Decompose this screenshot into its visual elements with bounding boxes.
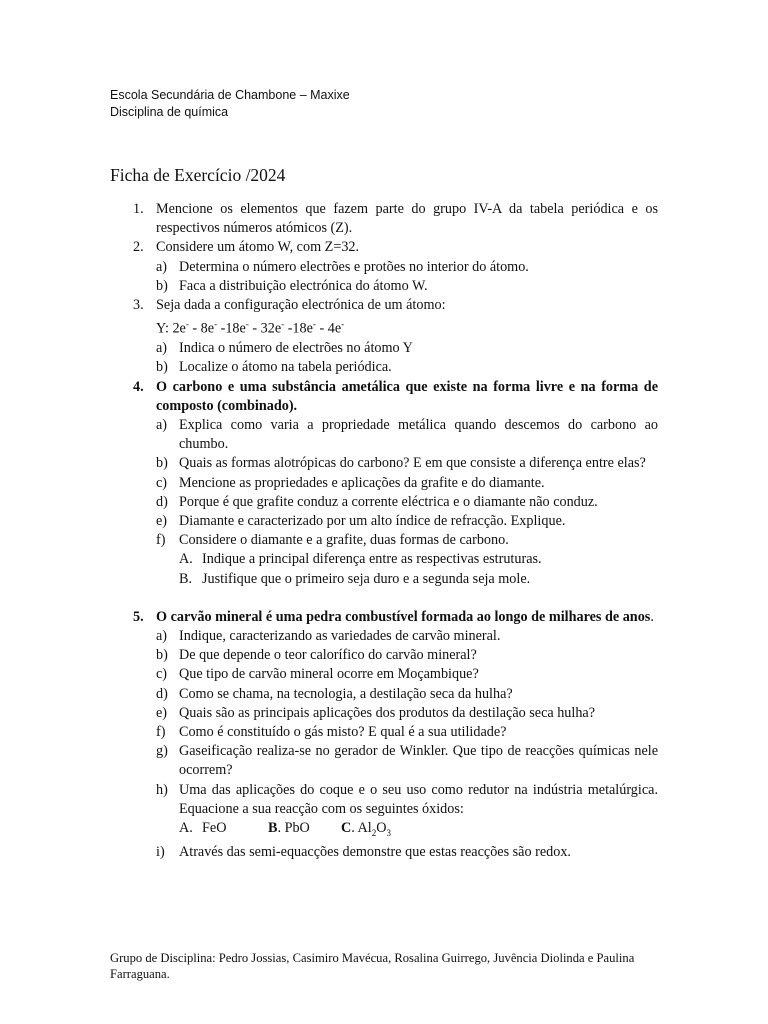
question-4d [110,493,658,512]
subquestion-label: i) [156,844,165,861]
question-4f-B [110,570,658,589]
footer-authors: Grupo de Disciplina: Pedro Jossias, Casimiro Mavécua, Rosalina Guirrego, Juvência Diolinda e Paulina Farraguana. [110,951,635,981]
subquestion-label: b) [156,359,168,376]
oxide-feo: FeO [202,820,227,837]
exercise-list [110,200,658,862]
question-4a [110,416,658,454]
oxide-label-a: A. [179,820,193,837]
question-2b [110,277,658,296]
question-5c [110,665,658,684]
subquestion-label: b) [156,277,168,294]
subquestion-label: a) [156,628,168,644]
spacer [110,589,658,608]
question-4f [110,531,658,550]
subquestion-text: Justifique que o primeiro seja duro e a segunda seja mole. [202,570,531,587]
subquestion-label: a) [156,340,168,357]
subquestion-label: c) [156,666,168,683]
subquestion-text: Indica o número de electrões no átomo Y [179,340,413,357]
subquestion-text: Como é constituído o gás misto? E qual é a sua utilidade? [179,724,507,741]
subquestion-label: a) [156,416,168,433]
question-3b [110,358,658,377]
subquestion-text: Como se chama, na tecnologia, a destilação seca da hulha? [179,685,513,702]
question-2 [110,238,658,257]
question-text: Considere um átomo W, com Z=32. [156,239,360,256]
subquestion-label: B. [179,570,193,587]
question-5i [110,843,658,862]
school-name: Escola Secundária de Chambone – Maxixe [110,88,350,102]
subquestion-text: Localize o átomo na tabela periódica. [179,359,392,376]
question-3 [110,296,658,315]
question-5b [110,646,658,665]
subquestion-text: Explica como varia a propriedade metálica quando descemos do carbono ao chumbo. [179,416,658,453]
subquestion-text: Quais as formas alotrópicas do carbono? E em que consiste a diferença entre elas? [179,455,646,472]
subquestion-label: a) [156,258,168,275]
oxides-list [110,819,658,843]
question-text: O carvão mineral é uma pedra combustível formada ao longo de milhares de anos [156,608,651,625]
subquestion-label: A. [179,551,193,568]
subquestion-text: Que tipo de carvão mineral ocorre em Moçambique? [179,666,479,683]
oxide-al2o3: C. $Al_2O_3$ [341,820,391,838]
subquestion-label: e) [156,704,168,721]
question-4f-A [110,550,658,569]
subquestion-label: d) [156,493,168,510]
subject-name: Disciplina de química [110,105,229,119]
question-end: . [650,608,654,625]
subquestion-text: Uma das aplicações do coque e o seu uso como redutor na indústria metalúrgica. Equacione a sua reacção com os seguintes óxidos: [179,781,658,817]
question-text: Seja dada a configuração electrónica de um átomo: [156,297,446,314]
oxide-pbo: B. PbO [268,820,310,837]
subquestion-label: c) [156,474,168,491]
question-number: 3. [133,297,144,314]
subquestion-text: Indique, caracterizando as variedades de carvão mineral. [179,628,501,644]
question-5e [110,704,658,723]
subquestion-text: Faca a distribuição electrónica do átomo W. [179,277,428,294]
electron-configuration: Y: 2e- - 8e- -18e- - 32e- -18e- - 4e- [156,319,345,337]
question-5g [110,742,658,780]
subquestion-text: Mencione as propriedades e aplicações da grafite e do diamante. [179,474,545,491]
question-5f [110,723,658,742]
question-number: 2. [133,239,144,256]
subquestion-text: Quais são as principais aplicações dos produtos da destilação seca hulha? [179,704,596,721]
subquestion-text: Determina o número electrões e protões no interior do átomo. [179,258,529,275]
question-3a [110,339,658,358]
question-text: O carbono e uma substância ametálica que existe na forma livre e na forma de composto (combinado). [156,378,658,414]
question-4b [110,454,658,473]
question-4e [110,512,658,531]
subquestion-text: Indique a principal diferença entre as respectivas estruturas. [202,551,542,568]
subquestion-label: d) [156,685,168,702]
subquestion-text: Porque é que grafite conduz a corrente eléctrica e o diamante não conduz. [179,493,598,510]
question-4 [110,378,658,416]
page-title: Ficha de Exercício /2024 [110,165,286,185]
subquestion-label: f) [156,724,166,741]
question-5h [110,781,658,819]
subquestion-label: e) [156,512,168,529]
question-5 [110,608,658,627]
question-text: Mencione os elementos que fazem parte do grupo IV-A da tabela periódica e os respectivos números atómicos (Z). [156,201,658,237]
question-4c [110,474,658,493]
question-number: 1. [133,201,144,217]
subquestion-label: g) [156,743,168,760]
question-5d [110,685,658,704]
subquestion-text: Gaseificação realiza-se no gerador de Winkler. Que tipo de reacções químicas nele ocorrem? [179,743,658,779]
question-1 [110,200,658,238]
question-5a [110,627,658,646]
subquestion-text: De que depende o teor calorífico do carvão mineral? [179,647,477,664]
question-2a [110,258,658,277]
subquestion-label: b) [156,647,168,664]
subquestion-text: Considere o diamante e a grafite, duas formas de carbono. [179,532,509,549]
subquestion-text: Através das semi-equacções demonstre que estas reacções são redox. [179,844,571,861]
subquestion-label: f) [156,532,166,549]
subquestion-text: Diamante e caracterizado por um alto índice de refracção. Explique. [179,512,566,529]
subquestion-label: h) [156,781,168,798]
subquestion-label: b) [156,455,168,472]
question-number: 5. [133,608,144,625]
question-number: 4. [133,378,144,395]
